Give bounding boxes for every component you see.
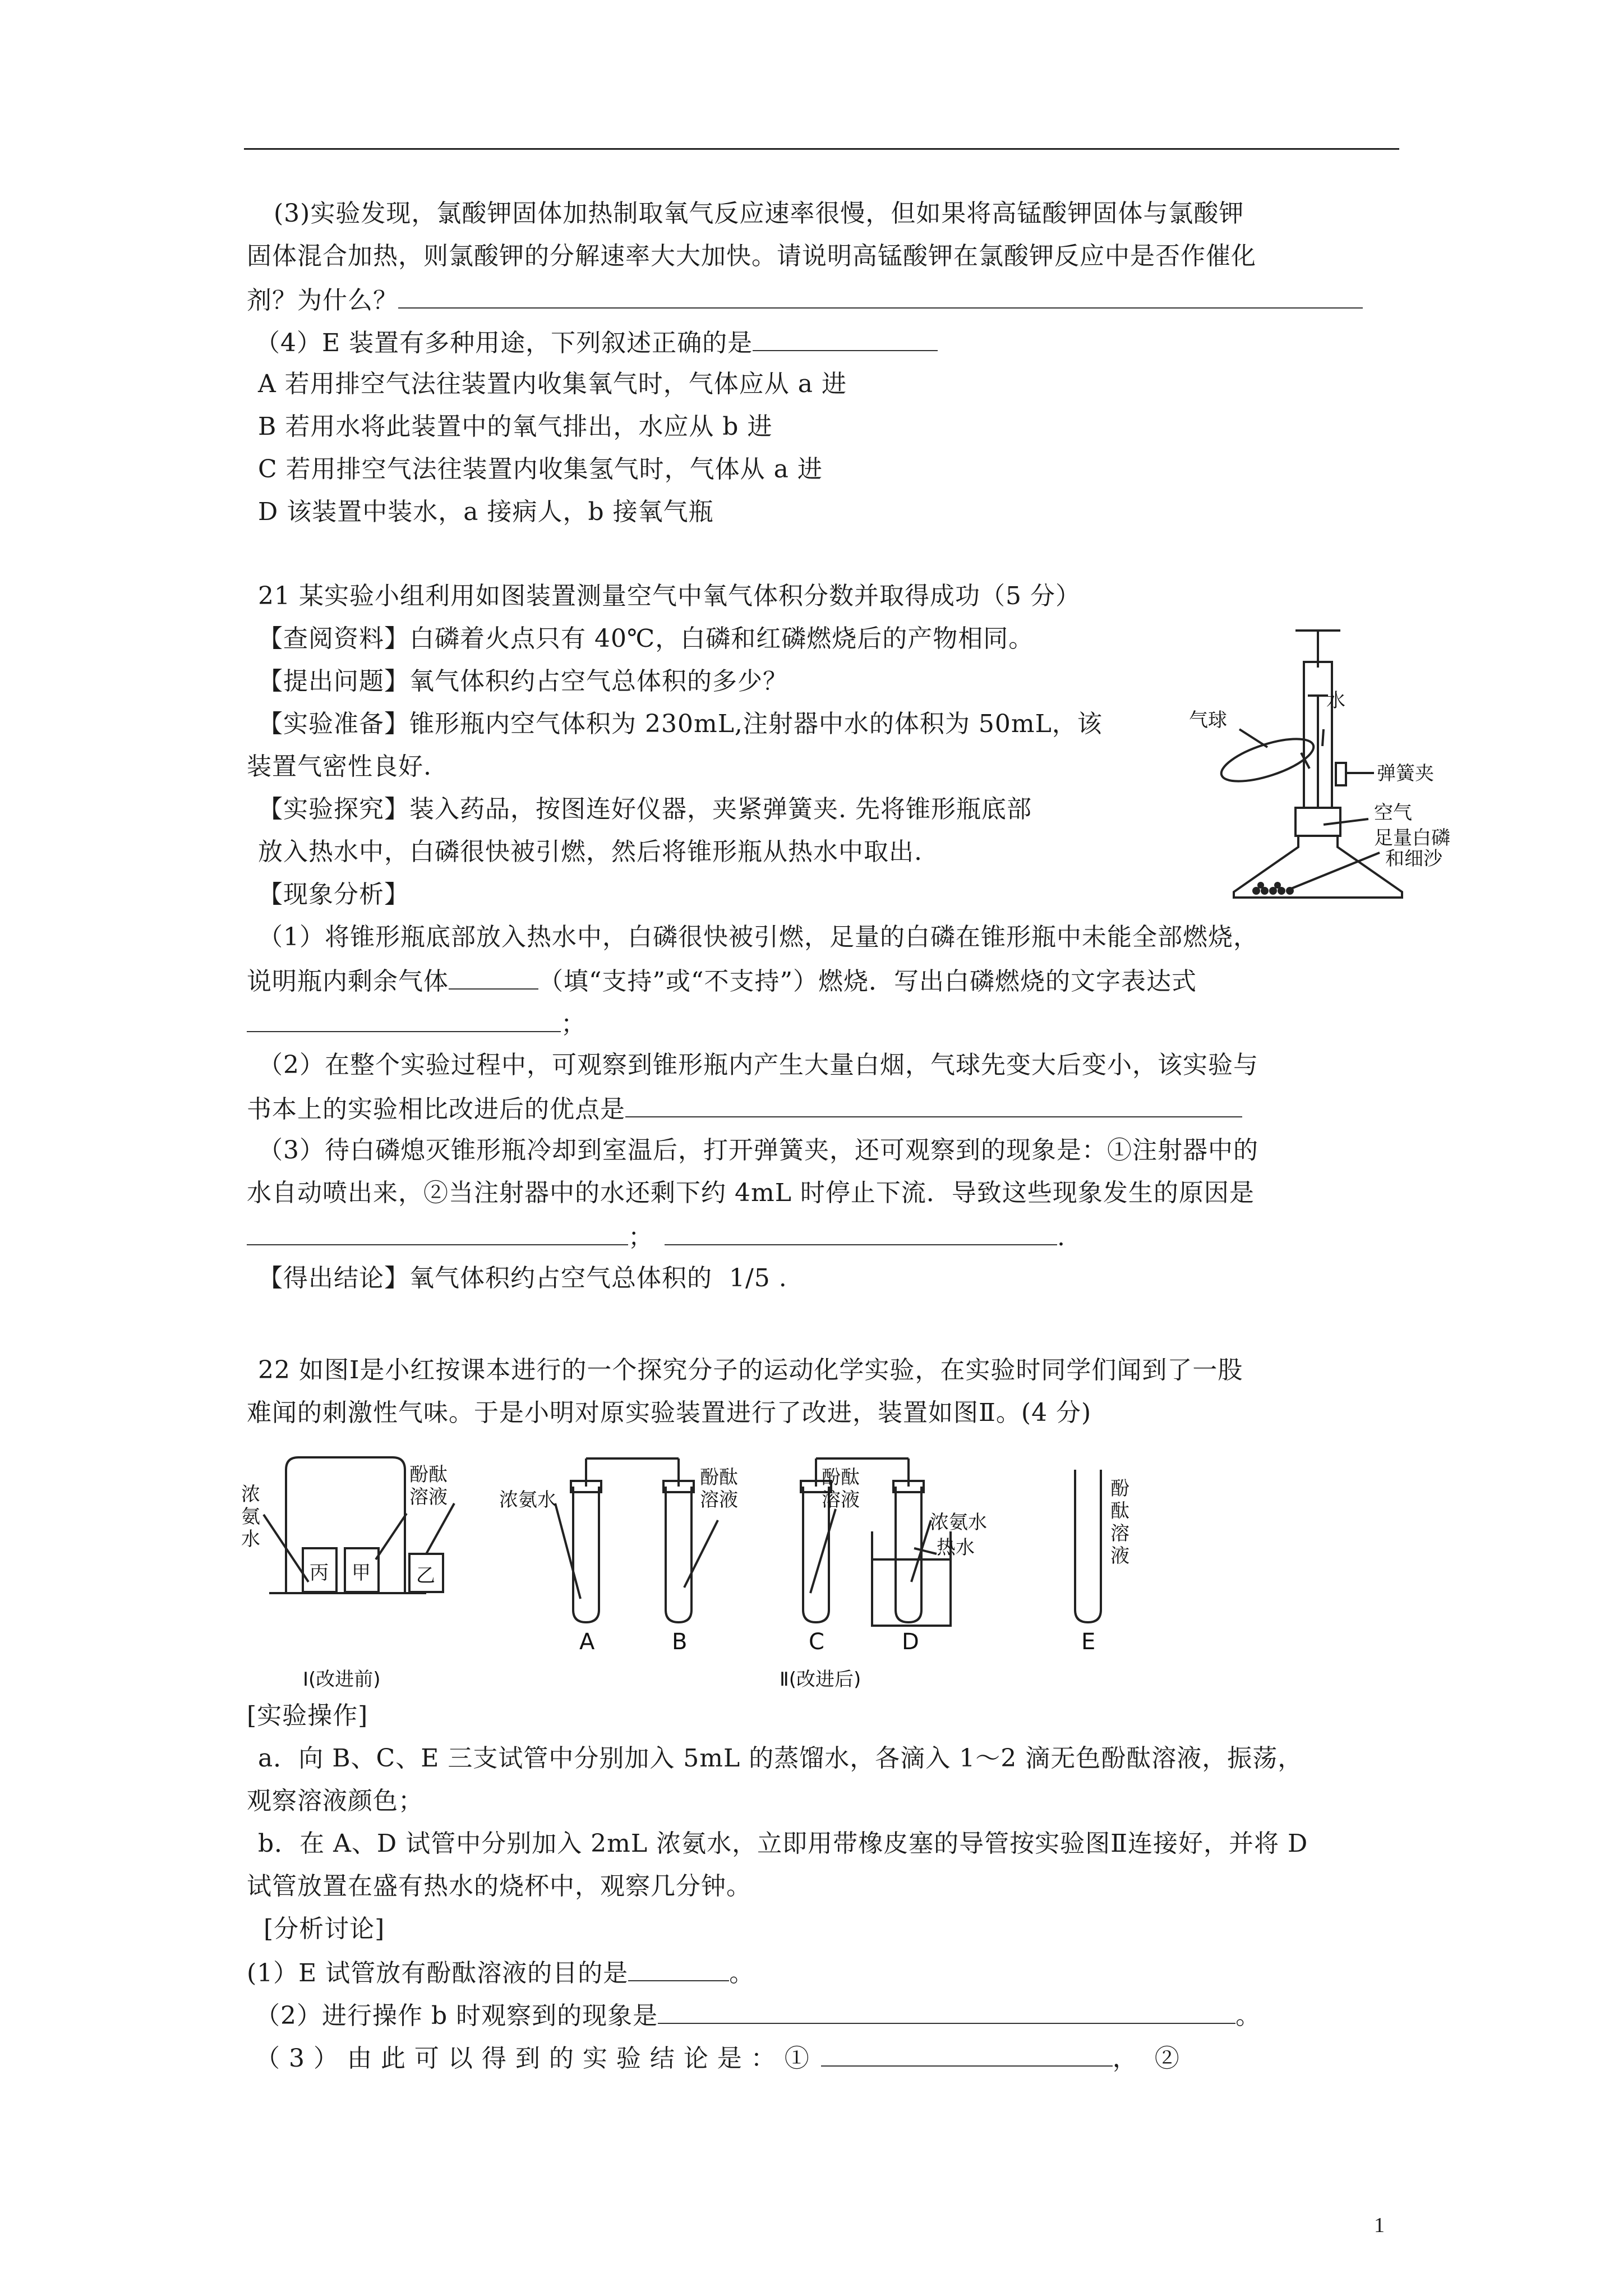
- label-tube-d: D: [902, 1629, 919, 1655]
- q21-a2-line1: （2）在整个实验过程中，可观察到锥形瓶内产生大量白烟，气球先变大后变小，该实验与: [258, 1051, 1258, 1079]
- q20-option-a: A 若用排空气法往装置内收集氧气时，气体应从 a 进: [258, 370, 847, 398]
- label-phenolphthalein-2: 溶液: [409, 1486, 448, 1508]
- q21-question: 【提出问题】氧气体积约占空气总体积的多少？: [258, 667, 788, 696]
- label-conc-ammonia-water-a: 浓氨水: [499, 1489, 556, 1511]
- answer-blank[interactable]: [753, 325, 938, 351]
- caption-figure-2: Ⅱ(改进后): [780, 1668, 861, 1691]
- label-clamp: 弹簧夹: [1377, 762, 1434, 785]
- answer-blank[interactable]: [628, 1955, 729, 1981]
- label-e-phenol-1: 酚: [1110, 1478, 1129, 1500]
- q22-apparatus-figure: [241, 1447, 1195, 1694]
- q20-option-b: B 若用水将此装置中的氧气排出，水应从 b 进: [258, 412, 773, 441]
- q20-part3-line2: 固体混合加热，则氯酸钾的分解速率大大加快。请说明高锰酸钾在氯酸钾反应中是否作催化: [247, 242, 1256, 270]
- caption-figure-1: Ⅰ(改进前): [303, 1668, 381, 1691]
- answer-blank[interactable]: [247, 1006, 561, 1032]
- q20-part3-line1: (3)实验发现，氯酸钾固体加热制取氧气反应速率很慢，但如果将高锰酸钾固体与氯酸钾: [274, 199, 1244, 228]
- label-conc-ammonia-3: 水: [241, 1528, 260, 1550]
- label-phenolphthalein-b-1: 酚酞: [700, 1466, 738, 1489]
- label-e-phenol-4: 液: [1110, 1545, 1129, 1567]
- label-phosphorus-1: 足量白磷: [1374, 827, 1450, 849]
- q22-operation-a-line2: 观察溶液颜色；: [247, 1787, 423, 1815]
- label-tube-a: A: [579, 1629, 595, 1655]
- q22-title-line2: 难闻的刺激性气味。于是小明对原实验装置进行了改进，装置如图Ⅱ。(4 分): [247, 1398, 1092, 1427]
- q22-discussion-3: （ 3 ） 由 此 可 以 得 到 的 实 验 结 论 是 ： ① ， ②: [255, 2041, 1180, 2075]
- q21-conclusion: 【得出结论】氧气体积约占空气总体积的 1/5 .: [258, 1264, 787, 1292]
- q21-a3-line3: ； .: [247, 1220, 1066, 1254]
- label-balloon: 气球: [1189, 709, 1227, 731]
- q20-part3-line3: 剂？为什么？: [247, 283, 1363, 317]
- label-air: 空气: [1374, 802, 1412, 824]
- label-beaker-jia: 甲: [352, 1562, 371, 1584]
- q22-operation-b-line1: b．在 A、D 试管中分别加入 2mL 浓氨水，立即用带橡皮塞的导管按实验图Ⅱ连接好，并将 D: [258, 1829, 1308, 1858]
- page-number: 1: [1374, 2214, 1385, 2237]
- q21-a1-line2: 说明瓶内剩余气体 （填“支持”或“不支持”）燃烧．写出白磷燃烧的文字表达式: [247, 964, 1197, 998]
- q21-explore-line1: 【实验探究】装入药品，按图连好仪器，夹紧弹簧夹. 先将锥形瓶底部: [258, 795, 1032, 823]
- answer-blank[interactable]: [658, 1998, 1235, 2024]
- label-phenolphthalein-c-2: 溶液: [822, 1489, 860, 1511]
- q21-title: 21 某实验小组利用如图装置测量空气中氧气体积分数并取得成功（5 分）: [258, 582, 1081, 610]
- label-tube-c: C: [809, 1629, 824, 1655]
- test-tube-d: [896, 1487, 921, 1622]
- label-tube-b: B: [672, 1629, 688, 1655]
- q21-analysis: 【现象分析】: [258, 880, 409, 909]
- white-phosphorus-particles: [1252, 882, 1294, 895]
- q21-a2-line2: 书本上的实验相比改进后的优点是: [247, 1092, 1242, 1126]
- q22-discussion-1: (1）E 试管放有酚酞溶液的目的是 。: [247, 1955, 754, 1990]
- q22-title-line1: 22 如图Ⅰ是小红按课本进行的一个探究分子的运动化学实验，在实验时同学们闻到了一股: [258, 1356, 1243, 1384]
- q20-part4: （4）E 装置有多种用途，下列叙述正确的是: [255, 325, 938, 360]
- q21-apparatus-figure: [1189, 623, 1481, 909]
- label-conc-ammonia-1: 浓: [241, 1483, 260, 1506]
- answer-blank[interactable]: [665, 1220, 1057, 1245]
- q21-prep-line2: 装置气密性良好.: [247, 752, 432, 781]
- q20-option-c: C 若用排空气法往装置内收集氢气时，气体从 a 进: [258, 455, 823, 484]
- q22-operation-b-line2: 试管放置在盛有热水的烧杯中，观察几分钟。: [247, 1872, 751, 1901]
- label-phenolphthalein-b-2: 溶液: [700, 1489, 738, 1511]
- test-tube-e: [1075, 1470, 1101, 1622]
- label-water: 水: [1326, 689, 1345, 712]
- label-phosphorus-2: 和细沙: [1385, 848, 1442, 870]
- q21-prep-line1: 【实验准备】锥形瓶内空气体积为 230mL,注射器中水的体积为 50mL，该: [258, 710, 1103, 738]
- label-conc-ammonia-water-d: 浓氨水: [930, 1511, 987, 1534]
- q22-operation-a-line1: a．向 B、C、E 三支试管中分别加入 5mL 的蒸馏水，各滴入 1～2 滴无色酚酞溶液，振荡，: [258, 1744, 1303, 1773]
- test-tube-a: [573, 1487, 599, 1622]
- answer-blank[interactable]: [821, 2041, 1113, 2067]
- answer-blank[interactable]: [398, 283, 1363, 309]
- q21-reference: 【查阅资料】白磷着火点只有 40℃，白磷和红磷燃烧后的产物相同。: [258, 624, 1034, 653]
- label-phenolphthalein-1: 酚酞: [409, 1464, 448, 1486]
- q22-operation-heading: [实验操作]: [247, 1701, 368, 1730]
- q22-discussion-heading: [分析讨论]: [264, 1915, 385, 1943]
- q22-discussion-2: （2）进行操作 b 时观察到的现象是 。: [255, 1998, 1261, 2032]
- q21-a3-line1: （3）待白磷熄灭锥形瓶冷却到室温后，打开弹簧夹，还可观察到的现象是：①注射器中的: [258, 1136, 1258, 1165]
- label-phenolphthalein-c-1: 酚酞: [822, 1466, 860, 1489]
- q21-a3-line2: 水自动喷出来，②当注射器中的水还剩下约 4mL 时停止下流．导致这些现象发生的原因是: [247, 1179, 1255, 1207]
- label-tube-e: E: [1081, 1629, 1096, 1655]
- answer-blank[interactable]: [247, 1220, 628, 1245]
- test-tube-b: [666, 1487, 691, 1622]
- q20-option-d: D 该装置中装水，a 接病人，b 接氧气瓶: [258, 498, 714, 526]
- label-conc-ammonia-2: 氨: [241, 1506, 260, 1528]
- q21-a1-line3: ；: [247, 1006, 586, 1041]
- label-beaker-yi: 乙: [416, 1565, 435, 1587]
- q21-explore-line2: 放入热水中，白磷很快被引燃，然后将锥形瓶从热水中取出.: [258, 838, 923, 866]
- header-rule: [244, 148, 1399, 150]
- label-e-phenol-2: 酞: [1110, 1500, 1129, 1522]
- label-hot-water: 热水: [937, 1536, 975, 1559]
- answer-blank[interactable]: [625, 1092, 1242, 1117]
- label-beaker-bing: 丙: [310, 1562, 329, 1584]
- label-e-phenol-3: 溶: [1110, 1522, 1129, 1545]
- stopper: [1295, 808, 1340, 836]
- q21-a1-line1: （1）将锥形瓶底部放入热水中，白磷很快被引燃，足量的白磷在锥形瓶中未能全部燃烧，: [258, 923, 1258, 951]
- answer-blank[interactable]: [449, 964, 538, 990]
